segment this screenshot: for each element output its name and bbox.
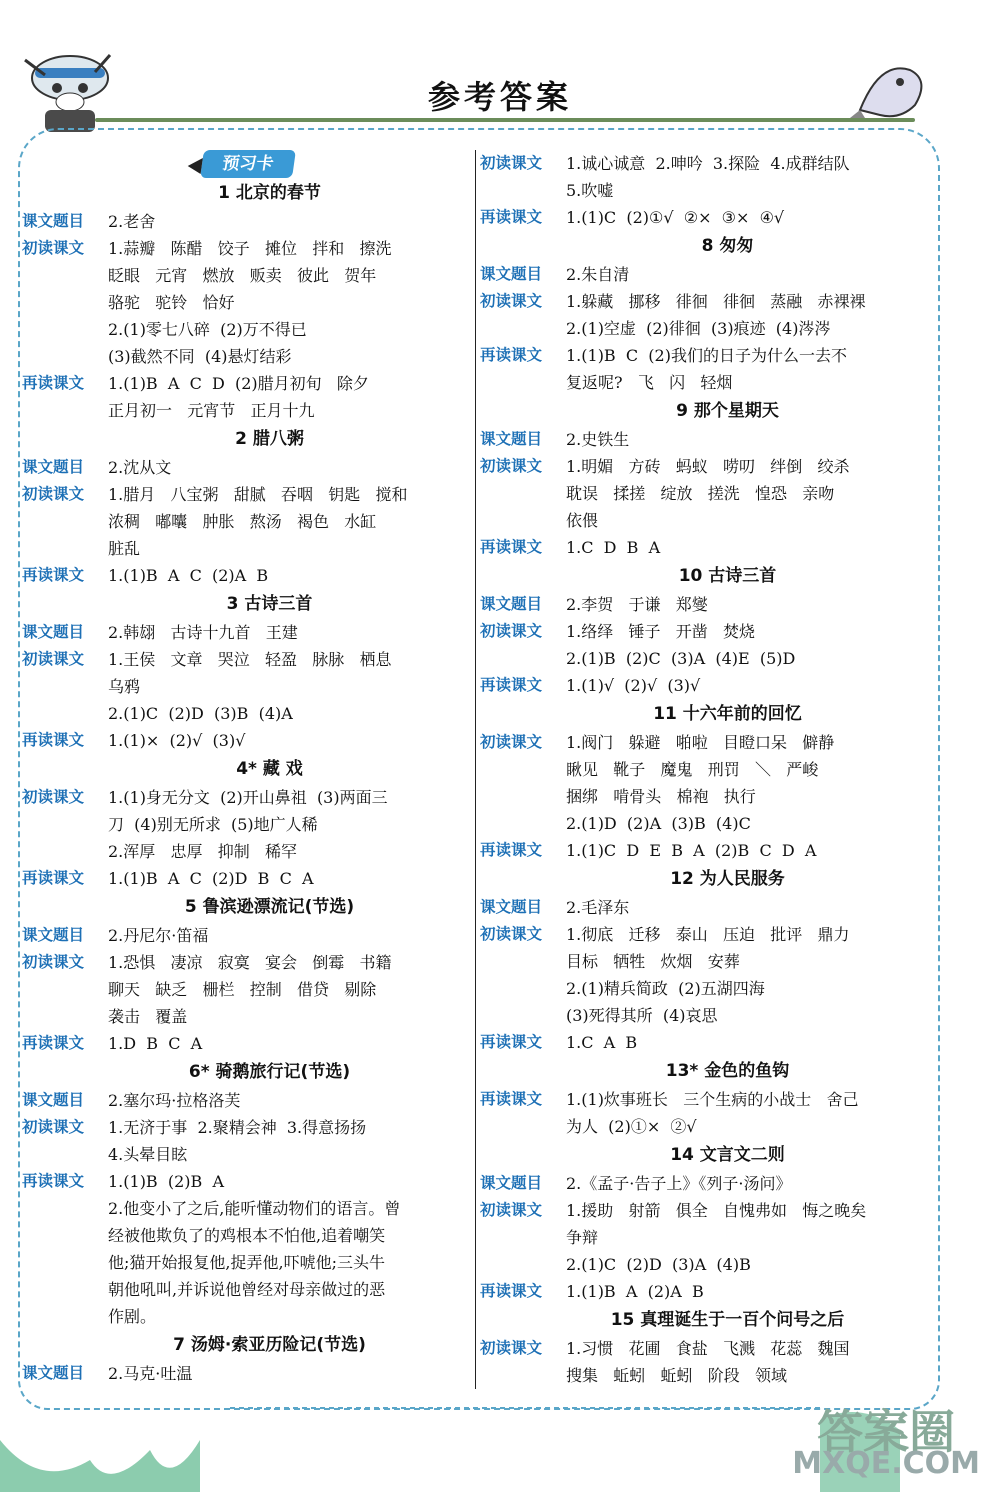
section-tag: 课文题目: [22, 212, 85, 230]
section-tag: 初读课文: [480, 1339, 543, 1357]
section-tag: 再读课文: [480, 1033, 543, 1051]
section-tag: 课文题目: [480, 595, 543, 613]
answer-text: 他;猫开始报复他,捉弄他,吓唬他;三头牛: [108, 1253, 385, 1272]
answer-text: 耽误 揉搓 绽放 搓洗 惶恐 亲吻: [566, 484, 835, 503]
section-tag: 再读课文: [22, 869, 85, 887]
answer-row: [22, 1360, 467, 1387]
section-tag: 初读课文: [480, 154, 543, 172]
answer-row: [22, 397, 467, 424]
answer-row: [22, 673, 467, 700]
answer-text: 2.史铁生: [566, 430, 630, 449]
answer-row: [480, 453, 925, 480]
section-tag: 初读课文: [22, 650, 85, 668]
answer-text: 1.援助 射箭 俱全 自愧弗如 悔之晚矣: [566, 1201, 867, 1220]
answer-text: 1.络绎 锤子 开凿 焚烧: [566, 622, 756, 641]
answer-text: (3)截然不同 (4)悬灯结彩: [108, 347, 292, 366]
lesson-title: 10 古诗三首: [678, 566, 777, 586]
section-tag: 再读课文: [22, 566, 85, 584]
answer-row: [480, 261, 925, 288]
section-tag: 初读课文: [480, 925, 543, 943]
watermark-url: MXQE.COM: [792, 1446, 980, 1481]
section-tag: 再读课文: [480, 1090, 543, 1108]
answer-row: [22, 976, 467, 1003]
answer-row: [480, 204, 925, 231]
section-tag: 再读课文: [480, 538, 543, 556]
answer-row: [480, 810, 925, 837]
answer-row: [480, 480, 925, 507]
section-tag: 再读课文: [480, 841, 543, 859]
answer-row: [480, 1086, 925, 1113]
answer-row: [480, 315, 925, 342]
answer-text: 1.明媚 方砖 蚂蚁 唠叨 绊倒 绞杀: [566, 457, 850, 476]
preview-card-badge: 预习卡: [200, 150, 296, 178]
answer-text: 脏乱: [108, 539, 141, 558]
section-tag: 再读课文: [22, 374, 85, 392]
answer-text: 1.(1)× (2)√ (3)√: [108, 731, 246, 750]
answer-row: [22, 949, 467, 976]
answer-row: [22, 922, 467, 949]
answer-row: [22, 262, 467, 289]
answer-text: 1.王侯 文章 哭泣 轻盈 脉脉 栖息: [108, 650, 392, 669]
watermark-text: 答案圈: [817, 1405, 956, 1459]
answer-text: 乌鸦: [108, 677, 141, 696]
lesson-title: 4* 藏 戏: [236, 759, 303, 779]
section-tag: 再读课文: [22, 1172, 85, 1190]
answer-row: [480, 837, 925, 864]
lesson-title: 11 十六年前的回忆: [653, 704, 802, 724]
answer-row: [22, 208, 467, 235]
lesson-title: 12 为人民服务: [670, 869, 785, 889]
lesson-title: 14 文言文二则: [670, 1145, 785, 1165]
answer-row: [22, 454, 467, 481]
answer-text: 2.(1)B (2)C (3)A (4)E (5)D: [566, 649, 796, 668]
answer-text: 5.吹嘘: [566, 181, 614, 200]
answer-text: 2.(1)C (2)D (3)A (4)B: [566, 1255, 751, 1274]
lesson-title: 3 古诗三首: [226, 594, 313, 614]
answer-row: [480, 150, 925, 177]
answer-row: [480, 1029, 925, 1056]
answer-row: [480, 342, 925, 369]
section-tag: 再读课文: [480, 346, 543, 364]
answer-text: 1.(1)C D E B A (2)B C D A: [566, 841, 817, 860]
answer-text: 1.(1)B (2)B A: [108, 1172, 225, 1191]
answer-row: [480, 288, 925, 315]
answer-text: (3)死得其所 (4)哀思: [566, 1006, 718, 1025]
answer-row: [22, 1195, 467, 1222]
answer-row: [480, 507, 925, 534]
section-tag: 初读课文: [22, 239, 85, 257]
answer-row: [480, 177, 925, 204]
answer-row: [480, 783, 925, 810]
section-tag: 再读课文: [22, 1034, 85, 1052]
answer-text: 2.丹尼尔·笛福: [108, 926, 209, 945]
answer-text: 朝他吼叫,并诉说他曾经对母亲做过的恶: [108, 1280, 386, 1299]
answer-text: 2.他变小了之后,能听懂动物们的语言。曾: [108, 1199, 401, 1218]
right-column: [475, 150, 925, 1389]
answer-row: [22, 646, 467, 673]
answer-text: 1.彻底 迁移 泰山 压迫 批评 鼎力: [566, 925, 850, 944]
answer-row: [480, 894, 925, 921]
answer-text: 1.(1)身无分文 (2)开山鼻祖 (3)两面三: [108, 788, 388, 807]
answer-text: 作剧。: [108, 1307, 157, 1326]
answer-text: 1.(1)B A C (2)D B C A: [108, 869, 314, 888]
answer-row: [22, 700, 467, 727]
answer-row: [480, 1251, 925, 1278]
answer-row: [22, 316, 467, 343]
lesson-title: 13* 金色的鱼钩: [665, 1061, 790, 1081]
answer-text: 刀 (4)别无所求 (5)地广人稀: [108, 815, 318, 834]
answer-text: 2.沈从文: [108, 458, 172, 477]
answer-text: 1.习惯 花圃 食盐 飞溅 花蕊 魏国: [566, 1339, 850, 1358]
answer-text: 1.蒜瓣 陈醋 饺子 摊位 拌和 擦洗: [108, 239, 392, 258]
answer-row: [480, 1362, 925, 1389]
lesson-title: 5 鲁滨逊漂流记(节选): [184, 897, 355, 917]
answer-text: 捆绑 啃骨头 棉袍 执行: [566, 787, 756, 806]
lesson-title: 1 北京的春节: [218, 183, 321, 203]
answer-row: [22, 1276, 467, 1303]
answer-row: [22, 1003, 467, 1030]
section-tag: 课文题目: [22, 1091, 85, 1109]
left-column: [22, 150, 467, 1387]
answer-row: [480, 645, 925, 672]
answer-text: 眨眼 元宵 燃放 贩卖 彼此 贺年: [108, 266, 377, 285]
section-tag: 课文题目: [22, 1364, 85, 1382]
answer-text: 骆驼 驼铃 恰好: [108, 293, 235, 312]
answer-row: [22, 1087, 467, 1114]
section-tag: 课文题目: [22, 458, 85, 476]
answer-row: [480, 426, 925, 453]
answer-row: [22, 838, 467, 865]
answer-text: 1.(1)炊事班长 三个生病的小战士 舍己: [566, 1090, 859, 1109]
answer-text: 2.《孟子·告子上》《列子·汤问》: [566, 1174, 792, 1193]
answer-text: 2.(1)零七八碎 (2)万不得已: [108, 320, 307, 339]
lesson-title: 7 汤姆·索亚历险记(节选): [173, 1335, 366, 1355]
answer-text: 袭击 覆盖: [108, 1007, 188, 1026]
lesson-title: 6* 骑鹅旅行记(节选): [188, 1062, 351, 1082]
section-tag: 课文题目: [480, 898, 543, 916]
section-tag: 再读课文: [480, 1282, 543, 1300]
answer-text: 2.毛泽东: [566, 898, 630, 917]
answer-text: 1.阀门 躲避 啪啦 目瞪口呆 僻静: [566, 733, 835, 752]
answer-text: 浓稠 嘟囔 肿胀 熬汤 褐色 水缸: [108, 512, 377, 531]
answer-row: [480, 756, 925, 783]
answer-row: [22, 1141, 467, 1168]
section-tag: 初读课文: [480, 733, 543, 751]
answer-text: 聊天 缺乏 栅栏 控制 借贷 剔除: [108, 980, 377, 999]
answer-row: [22, 1030, 467, 1057]
answer-row: [480, 591, 925, 618]
answer-text: 争辩: [566, 1228, 599, 1247]
answer-row: [480, 975, 925, 1002]
answer-text: 2.老舍: [108, 212, 156, 231]
answer-text: 2.(1)空虚 (2)徘徊 (3)痕迹 (4)涔涔: [566, 319, 831, 338]
answer-text: 2.(1)D (2)A (3)B (4)C: [566, 814, 751, 833]
section-tag: 课文题目: [22, 926, 85, 944]
answer-row: [22, 784, 467, 811]
answer-text: 2.马克·吐温: [108, 1364, 193, 1383]
answer-row: [480, 921, 925, 948]
answer-text: 1.(1)B A (2)A B: [566, 1282, 704, 1301]
page-title: 参考答案: [427, 78, 572, 116]
answer-text: 1.C A B: [566, 1033, 638, 1052]
section-tag: 再读课文: [480, 676, 543, 694]
answer-row: [480, 1278, 925, 1305]
answer-row: [22, 727, 467, 754]
section-tag: 初读课文: [480, 292, 543, 310]
answer-row: [22, 1249, 467, 1276]
section-tag: 初读课文: [480, 622, 543, 640]
answer-text: 搜集 蚯蚓 蚯蚓 阶段 领域: [566, 1366, 788, 1385]
section-tag: 课文题目: [22, 623, 85, 641]
answer-text: 1.(1)B A C (2)A B: [108, 566, 269, 585]
answer-row: [22, 235, 467, 262]
answer-text: 目标 牺牲 炊烟 安葬: [566, 952, 740, 971]
answer-row: [480, 1335, 925, 1362]
section-tag: 初读课文: [480, 457, 543, 475]
answer-text: 2.浑厚 忠厚 抑制 稀罕: [108, 842, 298, 861]
answer-row: [480, 1224, 925, 1251]
watermark: [792, 1405, 980, 1481]
answer-text: 2.李贺 于谦 郑燮: [566, 595, 708, 614]
answer-row: [480, 729, 925, 756]
lesson-title: 8 匆匆: [701, 236, 754, 256]
answer-row: [22, 343, 467, 370]
answer-row: [480, 948, 925, 975]
answer-row: [480, 1197, 925, 1224]
answer-text: 经被他欺负了的鸡根本不怕他,追着嘲笑: [108, 1226, 386, 1245]
answer-text: 复返呢? 飞 闪 轻烟: [566, 373, 733, 392]
answer-row: [480, 1113, 925, 1140]
lesson-title: 9 那个星期天: [676, 401, 779, 421]
answer-text: 1.躲藏 挪移 徘徊 徘徊 蒸融 赤裸裸: [566, 292, 866, 311]
answer-text: 2.(1)精兵简政 (2)五湖四海: [566, 979, 765, 998]
answer-text: 1.诚心诚意 2.呻吟 3.探险 4.成群结队: [566, 154, 850, 173]
header-rule: [95, 118, 915, 122]
answer-text: 正月初一 元宵节 正月十九: [108, 401, 315, 420]
answer-text: 1.C D B A: [566, 538, 661, 557]
answer-row: [22, 1114, 467, 1141]
answer-row: [22, 1222, 467, 1249]
answer-row: [22, 1303, 467, 1330]
section-tag: 课文题目: [480, 430, 543, 448]
left-answer-list: [22, 178, 467, 1387]
answer-text: 为人 (2)①× ②√: [566, 1117, 697, 1136]
answer-text: 瞅见 靴子 魔鬼 刑罚 ＼ 严峻: [566, 760, 819, 779]
answer-row: [480, 534, 925, 561]
answer-text: 1.(1)B A C D (2)腊月初旬 除夕: [108, 374, 369, 393]
answer-text: 1.无济于事 2.聚精会神 3.得意扬扬: [108, 1118, 367, 1137]
answer-text: 1.(1)√ (2)√ (3)√: [566, 676, 701, 695]
answer-row: [22, 508, 467, 535]
answer-text: 1.恐惧 凄凉 寂寞 宴会 倒霉 书籍: [108, 953, 392, 972]
answer-text: 2.韩翃 古诗十九首 王建: [108, 623, 298, 642]
answer-row: [22, 865, 467, 892]
answer-text: 4.头晕目眩: [108, 1145, 188, 1164]
answer-text: 2.塞尔玛·拉格洛芙: [108, 1091, 241, 1110]
section-tag: 再读课文: [480, 208, 543, 226]
answer-text: 2.(1)C (2)D (3)B (4)A: [108, 704, 293, 723]
lesson-title: 2 腊八粥: [235, 429, 304, 449]
lesson-title: 15 真理诞生于一百个问号之后: [610, 1310, 845, 1330]
answer-row: [22, 1168, 467, 1195]
section-tag: 初读课文: [22, 953, 85, 971]
section-tag: 初读课文: [22, 1118, 85, 1136]
answer-row: [480, 672, 925, 699]
answer-row: [22, 481, 467, 508]
section-tag: 初读课文: [22, 485, 85, 503]
answer-text: 2.朱自清: [566, 265, 630, 284]
answer-text: 1.D B C A: [108, 1034, 203, 1053]
answer-row: [480, 369, 925, 396]
section-tag: 初读课文: [480, 1201, 543, 1219]
section-tag: 初读课文: [22, 788, 85, 806]
section-tag: 课文题目: [480, 265, 543, 283]
answer-row: [480, 1170, 925, 1197]
answer-row: [22, 289, 467, 316]
answer-text: 1.(1)B C (2)我们的日子为什么一去不: [566, 346, 847, 365]
section-tag: 课文题目: [480, 1174, 543, 1192]
answer-row: [480, 618, 925, 645]
answer-text: 1.(1)C (2)①√ ②× ③× ④√: [566, 208, 785, 227]
answer-row: [22, 619, 467, 646]
answer-row: [22, 535, 467, 562]
answer-row: [22, 370, 467, 397]
answer-row: [22, 811, 467, 838]
section-tag: 再读课文: [22, 731, 85, 749]
answer-text: 依偎: [566, 511, 599, 530]
right-answer-list: [480, 150, 925, 1389]
answer-row: [22, 562, 467, 589]
answer-text: 1.腊月 八宝粥 甜腻 吞咽 钥匙 搅和: [108, 485, 408, 504]
answer-row: [480, 1002, 925, 1029]
